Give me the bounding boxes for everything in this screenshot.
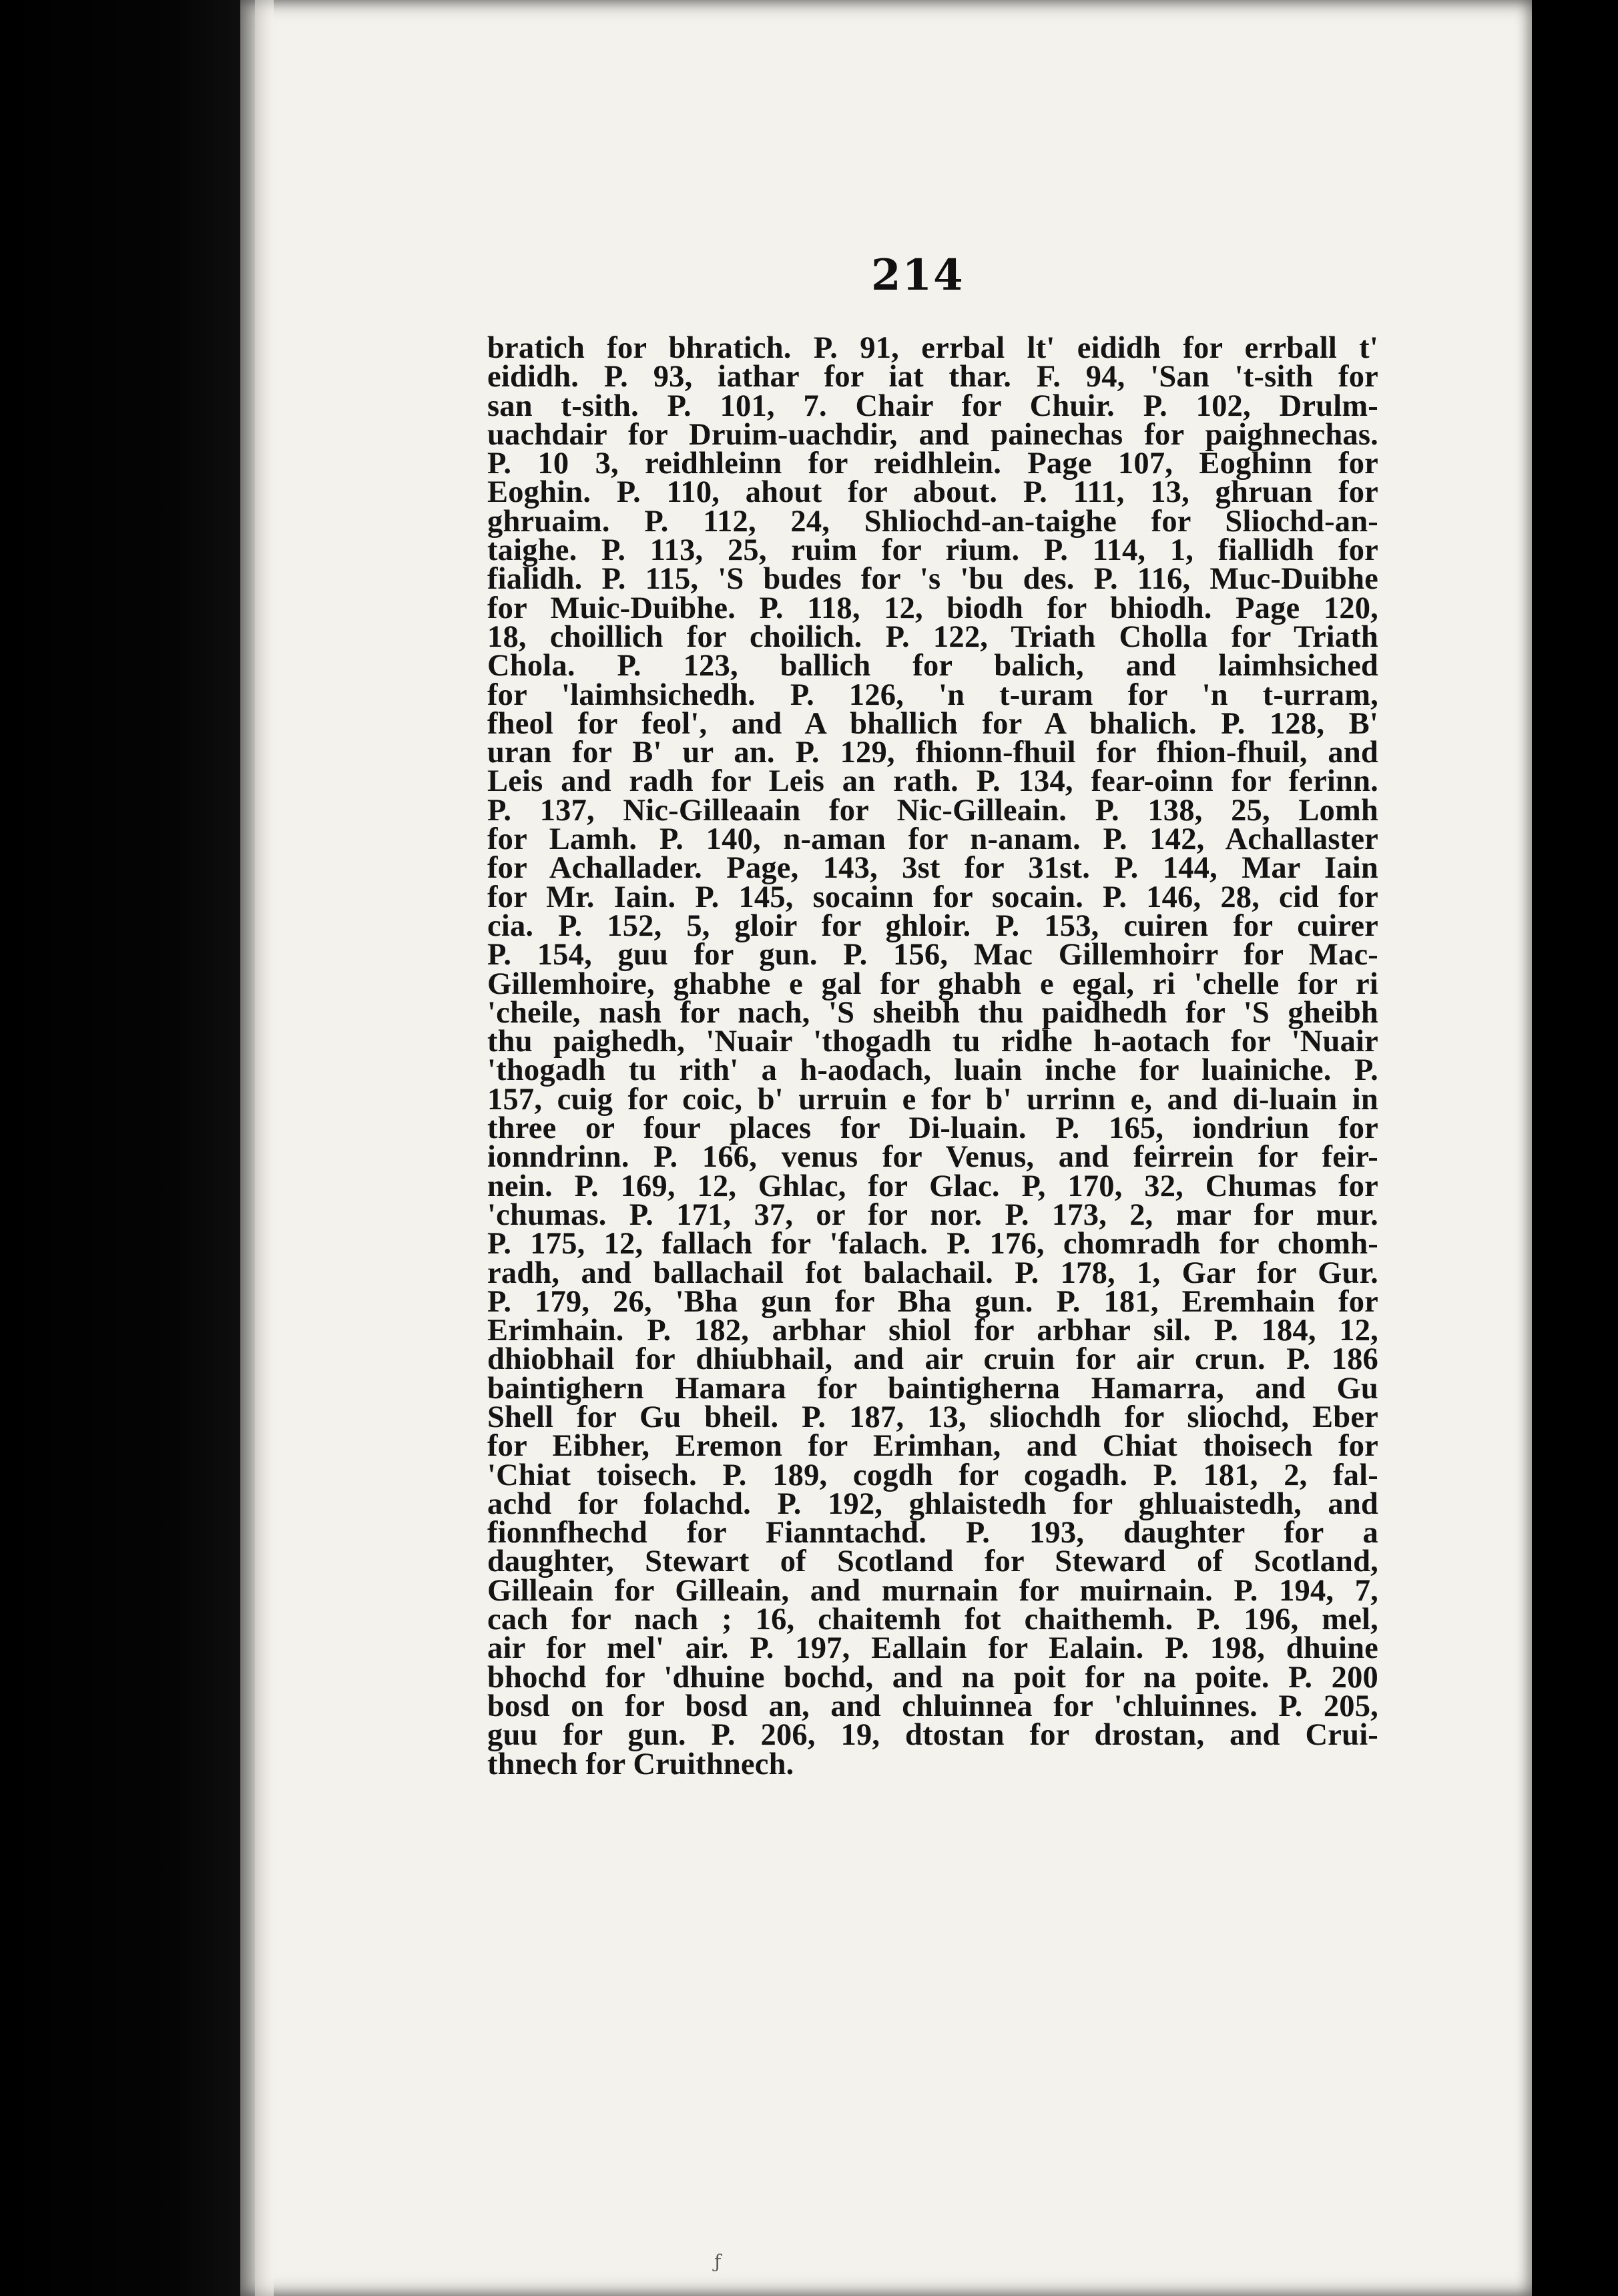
text-line: 'Chiat toisech. P. 189, cogdh for cogadh. P. 181, 2, fal- — [487, 1458, 1378, 1492]
page-edge-shadow — [255, 0, 274, 2296]
text-line: Chola. P. 123, ballich for balich, and laimhsiched — [487, 649, 1378, 683]
text-line: for Mr. Iain. P. 145, socainn for socain. P. 146, 28, cid for — [487, 880, 1378, 914]
text-line: thnech for Cruithnech. — [487, 1747, 794, 1781]
text-line: fheol for feol', and A bhallich for A bhalich. P. 128, B' — [487, 706, 1378, 741]
text-line: P. 175, 12, fallach for 'falach. P. 176, chomradh for chomh- — [487, 1227, 1378, 1261]
book-gutter — [0, 0, 254, 2296]
text-line: 18, choillich for choilich. P. 122, Triath Cholla for Triath — [487, 619, 1378, 654]
text-line: 'chumas. P. 171, 37, or for nor. P. 173, 2, mar for mur. — [487, 1197, 1378, 1232]
bottom-mark: ƒ — [714, 2251, 722, 2273]
text-line: uachdair for Druim-uachdir, and painechas for paighnechas. — [487, 417, 1378, 452]
text-line: san t-sith. P. 101, 7. Chair for Chuir. P. 102, Drulm- — [487, 388, 1378, 423]
text-line: for Eibher, Eremon for Erimhan, and Chiat thoisech for — [487, 1429, 1378, 1464]
text-line: thu paighedh, 'Nuair 'thogadh tu ridhe h-aotach for 'Nuair — [487, 1025, 1378, 1059]
text-line: bhochd for 'dhuine bochd, and na poit for na poite. P. 200 — [487, 1660, 1378, 1695]
text-line: uran for B' ur an. P. 129, fhionn-fhuil for fhion-fhuil, and — [487, 736, 1378, 770]
text-line: Leis and radh for Leis an rath. P. 134, fear-oinn for ferinn. — [487, 764, 1378, 799]
text-line: P. 10 3, reidhleinn for reidhlein. Page 107, Eoghinn for — [487, 447, 1378, 481]
text-line: air for mel' air. P. 197, Eallain for Ealain. P. 198, dhuine — [487, 1631, 1378, 1666]
text-line: baintighern Hamara for baintigherna Hamarra, and Gu — [487, 1371, 1378, 1406]
text-line: Shell for Gu bheil. P. 187, 13, sliochdh for sliochd, Eber — [487, 1400, 1378, 1434]
text-line: 'thogadh tu rith' a h-aodach, luain inche for luainiche. P. — [487, 1053, 1378, 1088]
text-line: nein. P. 169, 12, Ghlac, for Glac. P, 170, 32, Chumas for — [487, 1169, 1378, 1203]
text-line: guu for gun. P. 206, 19, dtostan for drostan, and Crui- — [487, 1718, 1378, 1753]
text-line: 157, cuig for coic, b' urruin e for b' urrinn e, and di-luain in — [487, 1082, 1378, 1117]
errata-text-block — [487, 331, 1378, 1781]
text-line: for Lamh. P. 140, n-aman for n-anam. P. 142, Achallaster — [487, 822, 1378, 857]
text-line: dhiobhail for dhiubhail, and air cruin for air crun. P. 186 — [487, 1342, 1378, 1377]
text-line: fionnfhechd for Fianntachd. P. 193, daughter for a — [487, 1516, 1378, 1550]
text-line: Erimhain. P. 182, arbhar shiol for arbhar sil. P. 184, 12, — [487, 1314, 1378, 1348]
text-line: Gilleain for Gilleain, and murnain for muirnain. P. 194, 7, — [487, 1573, 1378, 1608]
text-line: ghruaim. P. 112, 24, Shliochd-an-taighe for Sliochd-an- — [487, 504, 1378, 539]
text-line: radh, and ballachail fot balachail. P. 178, 1, Gar for Gur. — [487, 1255, 1378, 1290]
text-line: for Achallader. Page, 143, 3st for 31st. P. 144, Mar Iain — [487, 851, 1378, 886]
text-line: three or four places for Di-luain. P. 165, iondriun for — [487, 1111, 1378, 1146]
text-line: Gillemhoire, ghabhe e gal for ghabh e egal, ri 'chelle for ri — [487, 966, 1378, 1001]
text-line: for 'laimhsichedh. P. 126, 'n t-uram for 'n t-urram, — [487, 677, 1378, 712]
text-line: taighe. P. 113, 25, ruim for rium. P. 114, 1, fiallidh for — [487, 533, 1378, 568]
text-line: daughter, Stewart of Scotland for Steward of Scotland, — [487, 1544, 1378, 1579]
text-line: cach for nach ; 16, chaitemh fot chaithemh. P. 196, mel, — [487, 1603, 1378, 1637]
text-line: ionndrinn. P. 166, venus for Venus, and feirrein for feir- — [487, 1140, 1378, 1175]
text-line: P. 137, Nic-Gilleaain for Nic-Gilleain. P. 138, 25, Lomh — [487, 793, 1378, 828]
page-number: 214 — [871, 250, 965, 300]
text-line: Eoghin. P. 110, ahout for about. P. 111, 13, ghruan for — [487, 475, 1378, 510]
text-line: cia. P. 152, 5, gloir for ghloir. P. 153, cuiren for cuirer — [487, 908, 1378, 943]
text-line: for Muic-Duibhe. P. 118, 12, biodh for bhiodh. Page 120, — [487, 591, 1378, 625]
text-line: achd for folachd. P. 192, ghlaistedh for ghluaistedh, and — [487, 1486, 1378, 1521]
text-line: P. 179, 26, 'Bha gun for Bha gun. P. 181, Eremhain for — [487, 1284, 1378, 1319]
text-line: 'cheile, nash for nach, 'S sheibh thu paidhedh for 'S gheibh — [487, 995, 1378, 1030]
text-line: bosd on for bosd an, and chluinnea for 'chluinnes. P. 205, — [487, 1689, 1378, 1723]
text-line: P. 154, guu for gun. P. 156, Mac Gillemhoirr for Mac- — [487, 938, 1378, 972]
text-line: bratich for bhratich. P. 91, errbal lt' eididh for errball t' — [487, 331, 1378, 365]
text-line: eididh. P. 93, iathar for iat thar. F. 94, 'San 't-sith for — [487, 360, 1378, 394]
text-line: fialidh. P. 115, 'S budes for 's 'bu des. P. 116, Muc-Duibhe — [487, 562, 1378, 597]
